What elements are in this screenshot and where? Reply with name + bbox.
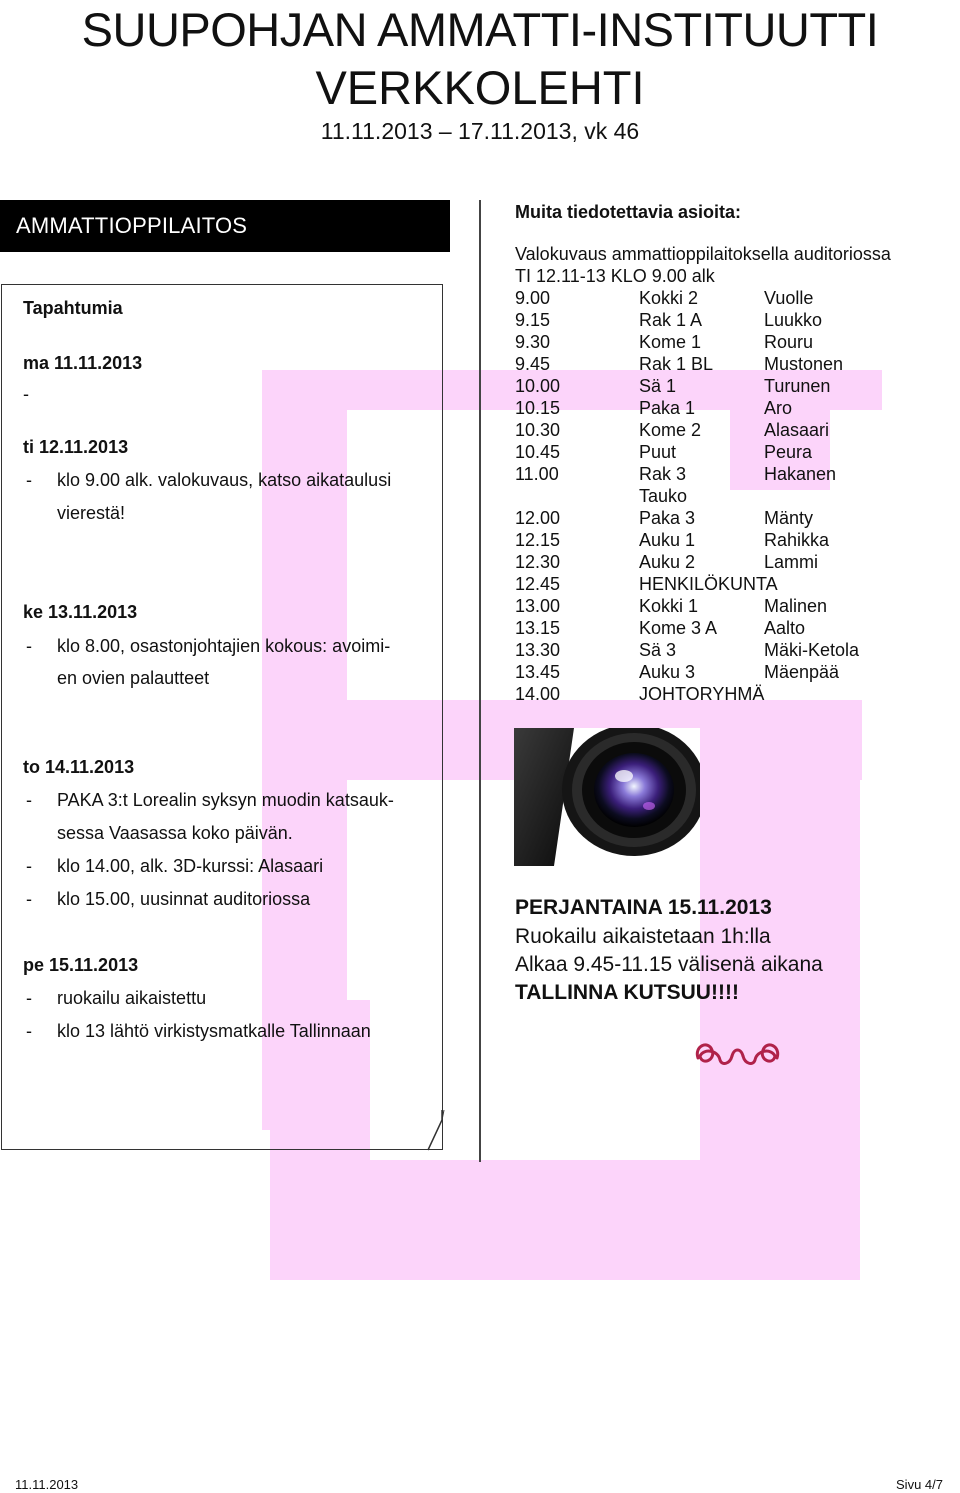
schedule-time: 9.15 xyxy=(515,310,551,330)
schedule-time: 13.45 xyxy=(515,662,561,682)
bullet-dash: - xyxy=(26,1021,32,1041)
thursday-item3: klo 15.00, uusinnat auditoriossa xyxy=(57,889,311,909)
schedule-group: Paka 3 xyxy=(639,508,696,528)
schedule-group: Auku 1 xyxy=(639,530,696,550)
schedule-group: HENKILÖKUNTA xyxy=(639,574,778,594)
footer-date: 11.11.2013 xyxy=(15,1477,79,1492)
schedule-group: JOHTORYHMÄ xyxy=(639,684,765,704)
schedule-name: Rahikka xyxy=(764,530,830,550)
schedule-time: 9.30 xyxy=(515,332,551,352)
schedule-time: 9.00 xyxy=(515,288,551,308)
tuesday-item-line1: klo 9.00 alk. valokuvaus, katso aikataulusi xyxy=(57,470,392,490)
schedule-group: Kokki 1 xyxy=(639,596,699,616)
masthead-title: SUUPOHJAN AMMATTI-INSTITUUTTI xyxy=(81,3,879,56)
photo-intro-line1: Valokuvaus ammattioppilaitoksella auditoriossa xyxy=(515,244,891,264)
friday-notice-line3: TALLINNA KUTSUU!!!! xyxy=(515,981,739,1004)
schedule-time: 12.30 xyxy=(515,552,561,572)
thursday-item2: klo 14.00, alk. 3D-kurssi: Alasaari xyxy=(57,856,324,876)
friday-notice-title: PERJANTAINA 15.11.2013 xyxy=(515,896,772,919)
schedule-name: Lammi xyxy=(764,552,819,572)
day-title-monday: ma 11.11.2013 xyxy=(23,353,143,373)
friday-notice-line1: Ruokailu aikaistetaan 1h:lla xyxy=(515,925,771,948)
schedule-group: Auku 2 xyxy=(639,552,696,572)
schedule-name: Mustonen xyxy=(764,354,844,374)
schedule-group: Paka 1 xyxy=(639,398,696,418)
schedule-name: Hakanen xyxy=(764,464,837,484)
schedule-group: Tauko xyxy=(639,486,688,506)
schedule-time: 13.15 xyxy=(515,618,561,638)
schedule-group: Rak 1 BL xyxy=(639,354,714,374)
wednesday-item-line1: klo 8.00, osastonjohtajien kokous: avoimi- xyxy=(57,636,391,656)
schedule-time: 12.45 xyxy=(515,574,561,594)
tuesday-item-line2: vierestä! xyxy=(57,503,126,523)
page-curl-icon xyxy=(420,1110,450,1154)
events-section-title: Tapahtumia xyxy=(23,298,123,318)
day-title-thursday: to 14.11.2013 xyxy=(23,757,135,777)
bullet-dash: - xyxy=(26,988,32,1008)
wednesday-item-line2: en ovien palautteet xyxy=(57,668,210,688)
schedule-group: Rak 3 xyxy=(639,464,687,484)
schedule-group: Kome 1 xyxy=(639,332,702,352)
masthead-subtitle: VERKKOLEHTI xyxy=(315,61,645,114)
section-header: AMMATTIOPPILAITOS xyxy=(0,200,450,252)
thursday-item1-line2: sessa Vaasassa koko päivän. xyxy=(57,823,293,843)
day-title-wednesday: ke 13.11.2013 xyxy=(23,602,138,622)
bullet-dash: - xyxy=(26,636,32,656)
schedule-name: Mäki-Ketola xyxy=(764,640,860,660)
schedule-time: 13.30 xyxy=(515,640,561,660)
schedule-time: 10.45 xyxy=(515,442,561,462)
schedule-time: 11.00 xyxy=(515,464,559,484)
schedule-name: Turunen xyxy=(764,376,831,396)
schedule-group: Auku 3 xyxy=(639,662,696,682)
masthead-dates: 11.11.2013 – 17.11.2013, vk 46 xyxy=(320,118,640,144)
schedule-group: Rak 1 A xyxy=(639,310,703,330)
footer-page-number: Sivu 4/7 xyxy=(896,1477,943,1492)
bullet-dash: - xyxy=(26,856,32,876)
camera-lens-photo xyxy=(514,728,700,866)
schedule-name: Mänty xyxy=(764,508,814,528)
schedule-time: 10.00 xyxy=(515,376,561,396)
day-title-tuesday: ti 12.11.2013 xyxy=(23,437,129,457)
column-divider xyxy=(479,200,481,1162)
bullet-dash: - xyxy=(26,470,32,490)
notices-heading: Muita tiedotettavia asioita: xyxy=(515,202,742,222)
schedule-group: Sä 3 xyxy=(639,640,677,660)
thursday-item1-line1: PAKA 3:t Lorealin syksyn muodin katsauk- xyxy=(57,790,394,810)
friday-notice-line2: Alkaa 9.45-11.15 välisenä aikana xyxy=(515,953,823,976)
schedule-group: Kome 2 xyxy=(639,420,702,440)
schedule-group: Kokki 2 xyxy=(639,288,699,308)
schedule-group: Kome 3 A xyxy=(639,618,718,638)
schedule-time: 12.00 xyxy=(515,508,561,528)
bullet-dash: - xyxy=(26,790,32,810)
schedule-name: Malinen xyxy=(764,596,828,616)
schedule-name: Vuolle xyxy=(764,288,814,308)
schedule-time: 10.30 xyxy=(515,420,561,440)
schedule-name: Mäenpää xyxy=(764,662,840,682)
schedule-group: Puut xyxy=(639,442,677,462)
photo-intro-line2: TI 12.11-13 KLO 9.00 alk xyxy=(515,266,715,286)
schedule-time: 14.00 xyxy=(515,684,561,704)
schedule-name: Peura xyxy=(764,442,813,462)
schedule-name: Rouru xyxy=(764,332,814,352)
schedule-time: 9.45 xyxy=(515,354,551,374)
friday-item1: ruokailu aikaistettu xyxy=(57,988,207,1008)
bullet-dash: - xyxy=(26,889,32,909)
schedule-time: 13.00 xyxy=(515,596,561,616)
schedule-name: Aalto xyxy=(764,618,806,638)
friday-item2: klo 13 lähtö virkistysmatkalle Tallinnaan xyxy=(57,1021,371,1041)
day-title-friday: pe 15.11.2013 xyxy=(23,955,139,975)
decorative-flourish-icon xyxy=(690,1036,785,1070)
schedule-name: Luukko xyxy=(764,310,823,330)
schedule-group: Sä 1 xyxy=(639,376,677,396)
schedule-time: 10.15 xyxy=(515,398,561,418)
schedule-name: Alasaari xyxy=(764,420,830,440)
schedule-name: Aro xyxy=(764,398,793,418)
monday-empty-dash: - xyxy=(23,384,29,404)
schedule-time: 12.15 xyxy=(515,530,561,550)
